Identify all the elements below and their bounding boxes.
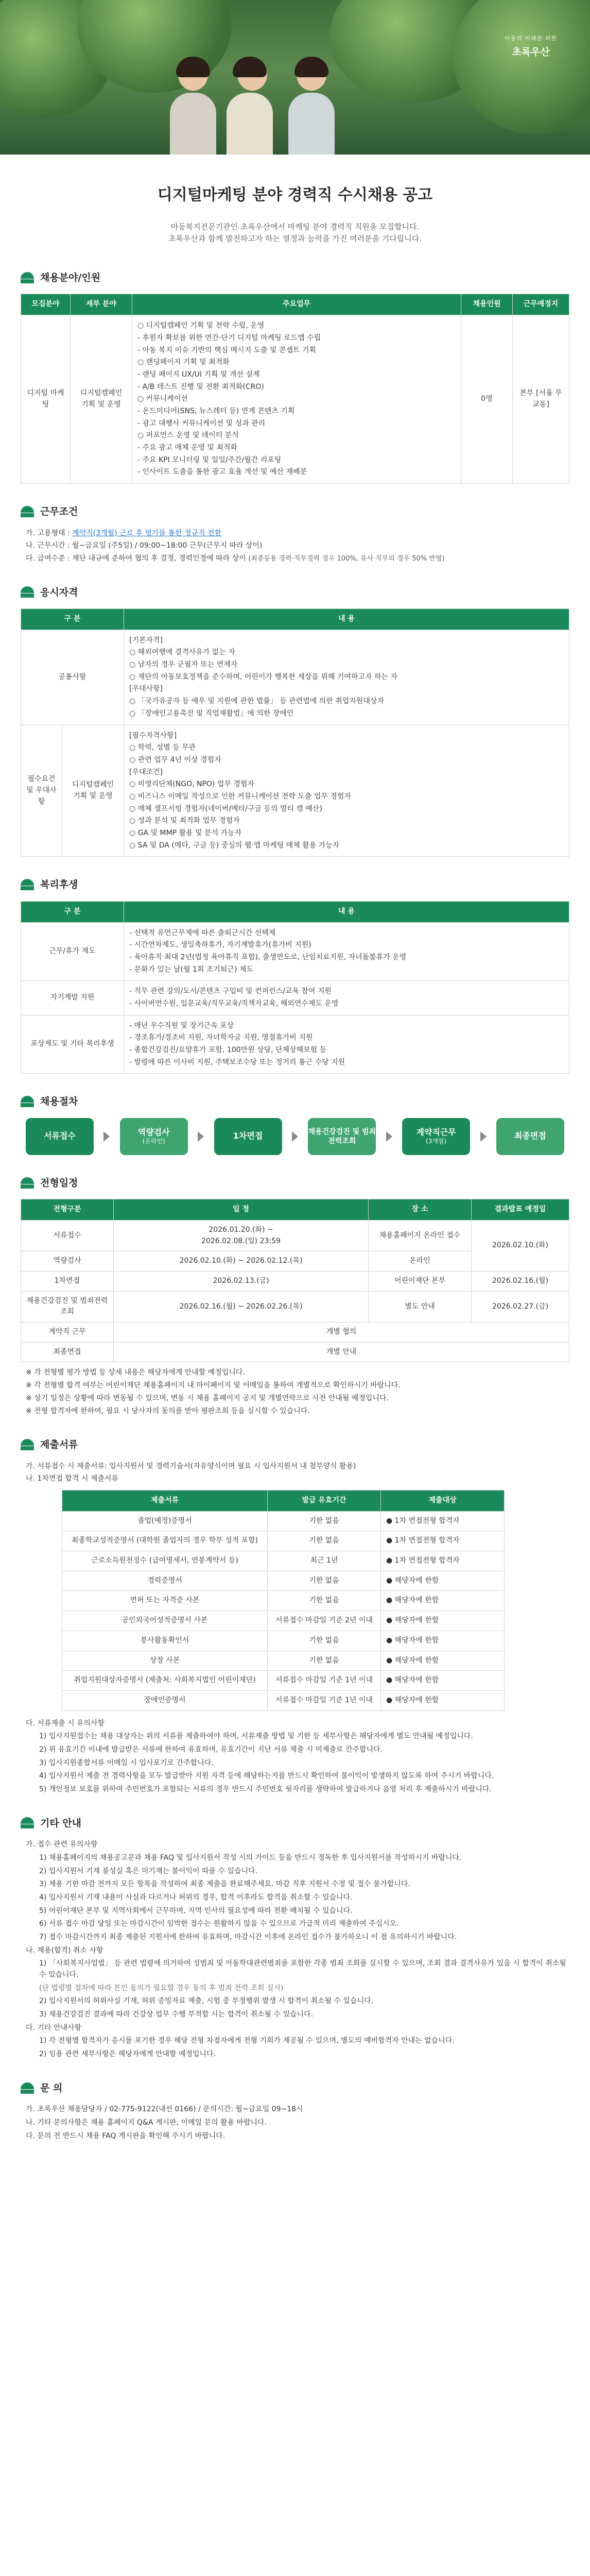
process-step: 1차면접 bbox=[214, 1118, 282, 1155]
process-flow bbox=[26, 1118, 564, 1155]
welfare-table: 구 분 내 용 근무/휴가 제도 - 선택적 유연근무제에 따른 출퇴근시간 선택제 - 시간연차제도, 생일축하휴가, 자기계발휴가(휴가비 지원) - 육아휴직 최대 2년(법정 육아휴직 포함), 출생연도로, 난임치료지원, 자녀돌봄휴가 운영 - 문화가 있는 날(월 1회 조기퇴근) 제도 자기계발 지원 - 직무 관련 강의/도서/콘텐츠 구입비 및 컨퍼런스/교육 참여 지원 - 사이버연수원, 입문교육/직무교육/직책자교육, 해외연수제도 운영 포상제도 및 기타 복리후생 - 매년 우수직원 및 장기근속 포상 - 경조휴가/경조비 지원, 자녀학자금 지원, 명절휴가비 지원 - 종합건강검진/요양휴가 포함, 100만원 상당, 단체상해보험 등 - 발령에 따른 이사비 지원, 주택보조수당 또는 정거리 통근 수당 지원 bbox=[21, 901, 569, 1074]
recruit-table: 모집분야 세부 분야 주요업무 채용인원 근무예정지 디지털 마케팅 디지털캠페인 기획 및 운영 ○ 디지털캠페인 기획 및 전략 수립, 운영 - 후원자 확보를 위한 연간·단기 디지털 마케팅 로드맵 수립 - 아동 복지 이슈 기반의 핵심 메시지 도출 및 콘셉트 기획 ○ 랜딩페이지 기획 및 최적화 - 랜딩 페이지 UX/UI 기획 및 개선 설계 - A/B 테스트 진행 및 전환 최적화(CRO) ○ 커뮤니케이션 - 온드미디어(SNS, 뉴스레터 등) 연계 콘텐츠 기획 - 광고 대행사 커뮤니케이션 및 성과 관리 ○ 퍼포먼스 운영 및 데이터 분석 - 주요 광고 매체 운영 및 최적화 - 주요 KPI 모니터링 및 일일/주간/월간 리포팅 - 인사이트 도출을 통한 광고 효율 개선 및 예산 재배분 0명 본부 [서울 무교동] bbox=[21, 294, 569, 484]
hero-banner bbox=[0, 0, 590, 155]
section-welfare: 복리후생 bbox=[21, 877, 569, 892]
arrow-icon bbox=[103, 1131, 110, 1142]
section-qualifications: 응시자격 bbox=[21, 585, 569, 600]
contact-phone: 가. 초록우산 채용담당자 / 02-775-9122(내선 0166) / 문의시간: 월~금요일 09~18시 bbox=[26, 2105, 303, 2114]
arrow-icon bbox=[292, 1131, 298, 1142]
org-logo bbox=[505, 34, 557, 60]
intro-line-2: 초록우산과 함께 발전하고자 하는 열정과 능력을 가진 여러분을 기다립니다. bbox=[168, 233, 422, 243]
page-title: 디지털마케팅 분야 경력직 수시채용 공고 bbox=[157, 186, 433, 204]
hero-child-2 bbox=[227, 59, 278, 155]
process-step: 채용건강검진 및 범죄전력조회 bbox=[308, 1118, 376, 1155]
condition-hours: 나. 근무시간 : 월~금요일 (주5일) / 09:00~18:00 근무(근무지 따라 상이) bbox=[26, 541, 263, 550]
section-documents: 제출서류 bbox=[21, 1437, 569, 1452]
hero-child-3 bbox=[288, 59, 335, 155]
contact-qna: 나. 기타 문의사항은 채용 홈페이지 Q&A 게시판, 이메일 문의 활용 바랍니다. bbox=[26, 2118, 267, 2127]
recruit-tasks: ○ 디지털캠페인 기획 및 전략 수립, 운영 - 후원자 확보를 위한 연간·단기 디지털 마케팅 로드맵 수립 - 아동 복지 이슈 기반의 핵심 메시지 도출 및 콘셉트 기획 ○ 랜딩페이지 기획 및 최적화 - 랜딩 페이지 UX/UI 기획 및 개선 설계 - A/B 테스트 진행 및 전환 최적화(CRO) ○ 커뮤니케이션 - 온드미디어(SNS, 뉴스레터 등) 연계 콘텐츠 기획 - 광고 대행사 커뮤니케이션 및 성과 관리 ○ 퍼포먼스 운영 및 데이터 분석 - 주요 광고 매체 운영 및 최적화 - 주요 KPI 모니터링 및 일일/주간/월간 리포팅 - 인사이트 도출을 통한 광고 효율 개선 및 예산 재배분 bbox=[132, 315, 461, 484]
hero-child-1 bbox=[170, 59, 216, 155]
process-step: 계약직근무 (3개월) bbox=[402, 1118, 470, 1155]
arrow-icon bbox=[386, 1131, 392, 1142]
section-recruit: 채용분야/인원 bbox=[21, 270, 569, 285]
process-step: 최종면접 bbox=[496, 1118, 564, 1155]
logo-tagline: 아동의 미래를 위한 bbox=[504, 35, 557, 42]
logo-name: 초록우산 bbox=[512, 46, 550, 58]
section-conditions: 근무조건 bbox=[21, 504, 569, 519]
section-icon bbox=[21, 272, 34, 284]
condition-type: 가. 고용형태 : 계약직(3개월) 근로 후 평가를 통한 정규직 전환 bbox=[26, 529, 222, 537]
contact-faq: 다. 문의 전 반드시 채용 FAQ 게시판을 확인해 주시기 바랍니다. bbox=[26, 2131, 225, 2140]
qualification-table: 구 분 내 용 공통사항 [기본자격] ○ 해외여행에 결격사유가 없는 자 ○ 남자의 경우 군필자 또는 면제자 ○ 재단의 아동보호정책을 준수하며, 어린이가 행복한 세상을 위해 기여하고자 하는 자 [우대사항] ○ 「국가유공자 등 예우 및 지원에 관한 법률」 등 관련법에 의한 취업지원대상자 ○ 「장애인고용촉진 및 직업재활법」에 의한 장애인 필수요건 및 우대사항 디지털캠페인 기획 및 운영 [필수자격사항] ○ 학력, 성별 등 무관 ○ 관련 업무 4년 이상 경험자 [우대조건] ○ 비영리단체(NGO, NPO) 업무 경험자 ○ 비즈니스 이메일 작성으로 인한 커뮤니케이션 전략 도출 업무 경험자 ○ 매체 셀프서빙 경험자(네이버/메타/구글 등의 멀티 캠 예산) ○ 성과 분석 및 최적화 업무 경험자 ○ GA 및 MMP 활용 및 분석 가능자 ○ SA 및 DA (메타, 구글 등) 중심의 웹·앱 마케팅 매체 활용 가능자 bbox=[21, 608, 569, 857]
documents-table: 제출서류 발급 유효기간 제출대상 졸업(예정)증명서 기한 없음 ● 1차 면접전형 합격자 최종학교성적증명서 (대학원 졸업자의 경우 학부 성적 포함) 기한 없음 ● 1차 면접전형 합격자 근로소득원천징수 (급여명세서, 연봉계약서 등) 최근 1년 ● 1차 면접전형 합격자 경력증명서 기한 없음 ● 해당자에 한함 면허 또는 자격증 사본 기한 없음 ● 해당자에 한함 공인외국어성적증명서 사본 서류접수 마감일 기준 2년 이내 ● 해당자에 한함 봉사활동확인서 기한 없음 ● 해당자에 한함 상장 사본 기한 없음 ● 해당자에 한함 취업지원대상자증명서 (제출처: 사회복지법인 어린이재단) 서류접수 마감일 기준 1년 이내 ● 해당자에 한함 장애인증명서 서류접수 마감일 기준 1년 이내 ● 해당자에 한함 bbox=[62, 1490, 505, 1711]
arrow-icon bbox=[480, 1131, 487, 1142]
section-contact: 문 의 bbox=[21, 2081, 569, 2096]
section-process: 채용절차 bbox=[21, 1094, 569, 1109]
section-schedule: 전형일정 bbox=[21, 1176, 569, 1191]
process-step: 서류접수 bbox=[26, 1118, 94, 1155]
intro-line-1: 아동복지전문기관인 초록우산에서 마케팅 분야 경력직 직원을 모집합니다. bbox=[170, 222, 420, 231]
process-step: 역량검사 (온라인) bbox=[120, 1118, 188, 1155]
schedule-table: 전형구분 일 정 장 소 결과발표 예정일 서류접수 2026.01.20.(화) ~ 2026.02.08.(일) 23:59 채용홈페이지 온라인 접수 2026.02.10.(화) 역량검사 2026.02.10.(화) ~ 2026.02.12.(목) 온라인 1차면접 2026.02.13.(금) 어린이재단 본부 2026.02.16.(월) 채용건강검진 및 범죄전력조회 2026.02.16.(월) ~ 2026.02.26.(목) 별도 안내 2026.02.27.(금) 계약직 근무 개별 협의 최종면접 개별 안내 bbox=[21, 1199, 569, 1362]
condition-pay: 다. 급여수준 : 재단 내규에 준하여 협의 후 결정, 경력인정에 따라 상이 (최종등용 경력·직무경력 경우 100%, 유사 직무의 경우 50% 반영) bbox=[26, 554, 445, 563]
section-etc: 기타 안내 bbox=[21, 1816, 569, 1831]
arrow-icon bbox=[198, 1131, 204, 1142]
